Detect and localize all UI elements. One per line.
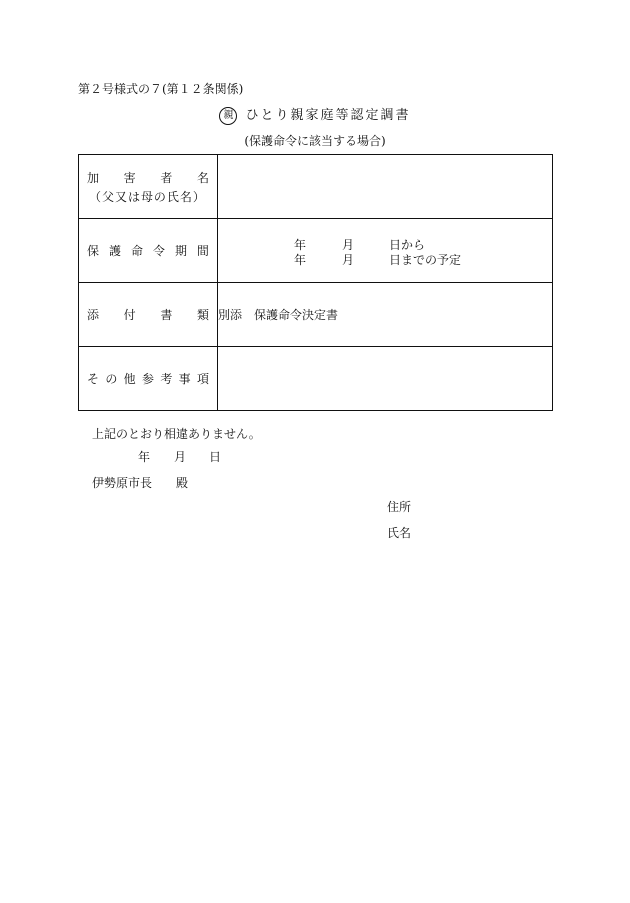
document-title-row bbox=[0, 104, 630, 125]
label-char: 考 bbox=[160, 372, 173, 386]
other-notes-row bbox=[79, 347, 553, 411]
label-char: 害 bbox=[123, 170, 136, 185]
attachments-row bbox=[79, 283, 553, 347]
name-label: 氏名 bbox=[387, 526, 412, 540]
period-from-line bbox=[218, 236, 552, 251]
sublabel-char: 母 bbox=[140, 189, 153, 204]
label-char: 他 bbox=[123, 372, 136, 386]
label-char: 類 bbox=[196, 308, 209, 322]
label-char: 加 bbox=[87, 170, 100, 185]
label-char: 護 bbox=[108, 244, 121, 258]
sublabel-char: 父 bbox=[101, 189, 114, 204]
label-char: 事 bbox=[178, 372, 191, 386]
sublabel-char: （ bbox=[89, 189, 102, 204]
to-day-label: 日までの予定 bbox=[389, 252, 462, 267]
period-to-line bbox=[218, 251, 552, 266]
other-notes-label bbox=[79, 370, 217, 387]
other-notes-field[interactable] bbox=[218, 347, 553, 411]
document-title: ひとり親家庭等認定調書 bbox=[245, 108, 411, 123]
from-year-label: 年 bbox=[294, 237, 307, 252]
label-char: 者 bbox=[160, 170, 173, 185]
declaration-statement: 上記のとおり相違ありません。 bbox=[92, 427, 261, 441]
attachments-value: 別添 保護命令決定書 bbox=[218, 283, 553, 347]
certification-table bbox=[78, 154, 553, 411]
sublabel-char: の bbox=[153, 189, 166, 204]
perpetrator-label bbox=[79, 169, 217, 186]
date-month-label: 月 bbox=[174, 450, 187, 464]
attachments-label-cell bbox=[79, 283, 218, 347]
protection-order-period-row bbox=[79, 219, 553, 283]
addressee: 伊勢原市長 殿 bbox=[92, 476, 189, 490]
sublabel-char: は bbox=[127, 189, 140, 204]
from-day-label: 日から bbox=[389, 237, 426, 252]
perpetrator-name-field[interactable] bbox=[218, 155, 553, 219]
parent-seal-icon: 親 bbox=[219, 107, 237, 125]
sublabel-char: ） bbox=[192, 189, 205, 204]
perpetrator-sublabel bbox=[79, 188, 217, 205]
period-field[interactable] bbox=[218, 219, 553, 283]
sublabel-char: 氏 bbox=[166, 189, 179, 204]
sublabel-char: 名 bbox=[179, 189, 192, 204]
date-day-label: 日 bbox=[209, 450, 222, 464]
label-char: そ bbox=[87, 372, 100, 386]
label-char: 間 bbox=[196, 244, 209, 258]
perpetrator-row bbox=[79, 155, 553, 219]
attachments-label bbox=[79, 306, 217, 323]
period-label bbox=[79, 242, 217, 259]
period-label-cell bbox=[79, 219, 218, 283]
from-month-label: 月 bbox=[342, 237, 355, 252]
date-year-label: 年 bbox=[138, 450, 151, 464]
label-char: の bbox=[105, 372, 118, 386]
label-char: 添 bbox=[87, 308, 100, 322]
label-char: 令 bbox=[152, 244, 165, 258]
label-char: 参 bbox=[141, 372, 154, 386]
label-char: 書 bbox=[160, 308, 173, 322]
to-year-label: 年 bbox=[294, 252, 307, 267]
other-notes-label-cell bbox=[79, 347, 218, 411]
label-char: 保 bbox=[87, 244, 100, 258]
to-month-label: 月 bbox=[342, 252, 355, 267]
address-label: 住所 bbox=[387, 500, 412, 514]
label-char: 項 bbox=[196, 372, 209, 386]
label-char: 期 bbox=[174, 244, 187, 258]
label-char: 付 bbox=[123, 308, 136, 322]
form-number: 第２号様式の７(第１２条関係) bbox=[78, 82, 244, 96]
perpetrator-label-cell bbox=[79, 155, 218, 219]
label-char: 命 bbox=[130, 244, 143, 258]
document-subtitle: (保護命令に該当する場合) bbox=[244, 134, 386, 148]
sublabel-char: 又 bbox=[114, 189, 127, 204]
label-char: 名 bbox=[196, 170, 209, 185]
